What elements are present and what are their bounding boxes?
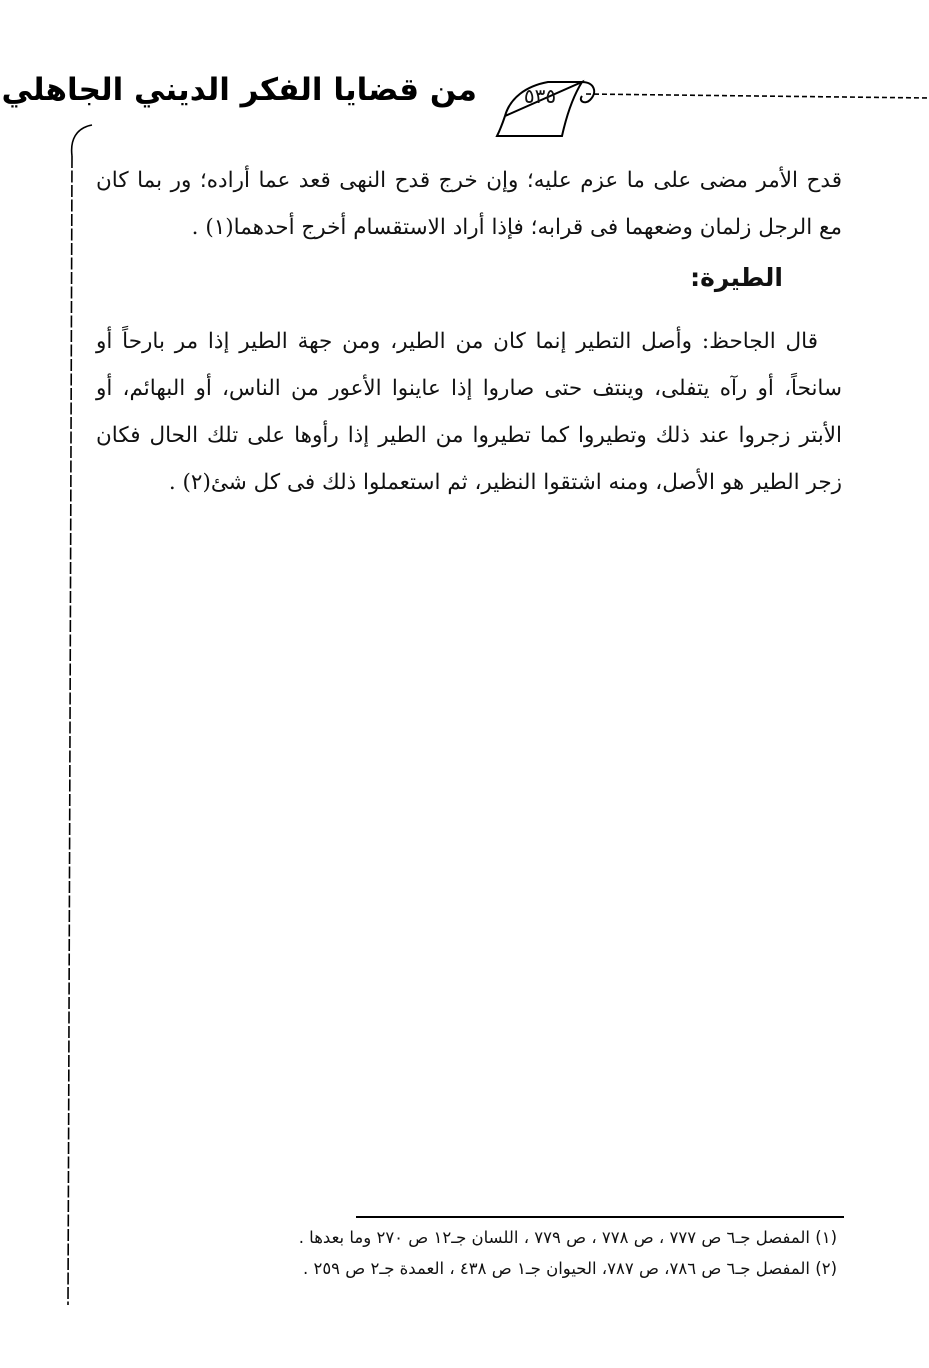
footnote-2: (٢) المفصل جـ٦ ص ٧٨٦، ص ٧٨٧، الحيوان جـ١ ص ٤٣٨ ، العمدة جـ٢ ص ٢٥٩ . [302,1259,837,1278]
paragraph-1: قدح الأمر مضى على ما عزم عليه؛ وإن خرج قدح النهى قعد عما أراده؛ ور بما كان مع الرجل زلمان وضعهما فى قرابه؛ فإذا أراد الاستقسام أخرج أحدهما(١) . [96,168,842,240]
paragraph-2: قال الجاحظ: وأصل التطير إنما كان من الطير، ومن جهة الطير إذا مر بارحاً أو سانحاً، أو رآه يتفلى، وينتف حتى صاروا إذا عاينوا الأعور من الناس، أو البهائم، أو الأبتر زجروا عند ذلك وتطيروا كما تطيروا من الطير إذا رأوها على تلك الحال فكان زجر الطير هو الأصل، ومنه اشتقوا النظير، ثم استعملوا ذلك فى كل شئ(٢) . [96,329,842,495]
header-dashed-rule [586,94,929,98]
page-number: ٥٣٥ [523,84,557,108]
footnote-1: (١) المفصل جـ٦ ص ٧٧٧ ، ص ٧٧٨ ، ص ٧٧٩ ، اللسان جـ١٢ ص ٢٧٠ وما بعدها . [298,1228,837,1247]
section-heading: الطيرة: [690,263,783,292]
running-title: من قضايا الفكر الديني الجاهلي [1,72,477,108]
frame-left-dashed-line [68,156,72,1305]
footnotes [157,1222,837,1284]
footnote-separator [356,1216,844,1218]
frame-left-curl [72,125,92,156]
